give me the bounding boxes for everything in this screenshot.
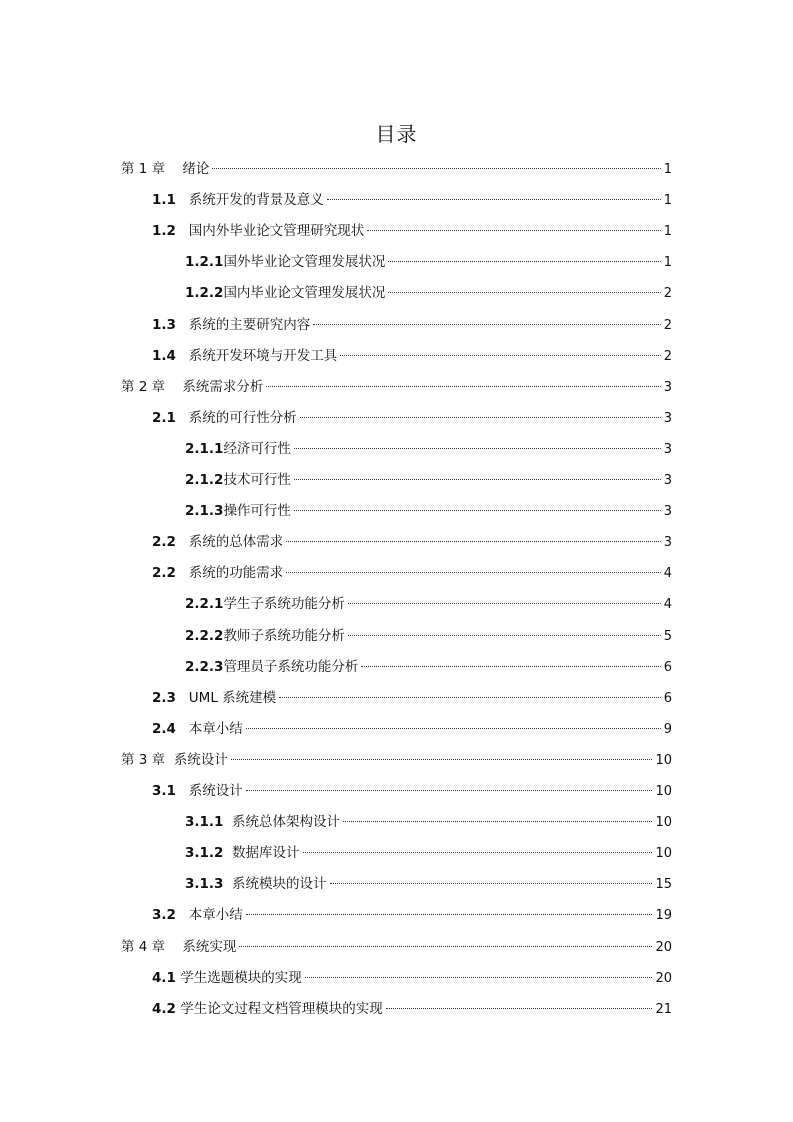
toc-entry-title: 教师子系统功能分析 bbox=[223, 627, 345, 644]
toc-entry-number: 第 2 章 bbox=[121, 378, 166, 395]
toc-entry-page: 2 bbox=[663, 348, 672, 364]
toc-entry[interactable] bbox=[152, 963, 672, 994]
toc-entry[interactable] bbox=[152, 994, 672, 1025]
toc-entry-gap bbox=[223, 869, 232, 900]
toc-entry[interactable] bbox=[185, 465, 672, 496]
toc-entry-page: 5 bbox=[663, 628, 672, 644]
toc-entry-gap bbox=[176, 900, 189, 931]
dot-leader bbox=[294, 478, 661, 480]
toc-entry-number: 2.1 bbox=[152, 409, 176, 426]
toc-entry-title: 系统实现 bbox=[182, 938, 237, 955]
toc-entry-gap bbox=[176, 310, 189, 341]
toc-entry-number: 2.3 bbox=[152, 689, 176, 706]
toc-entry-title: 数据库设计 bbox=[232, 845, 300, 862]
toc-entry[interactable] bbox=[121, 372, 672, 403]
toc-entry-page: 10 bbox=[655, 752, 672, 768]
toc-entry-title: 国内毕业论文管理发展状况 bbox=[223, 285, 386, 302]
toc-entry[interactable] bbox=[152, 185, 672, 216]
dot-leader bbox=[246, 913, 653, 915]
toc-entry[interactable] bbox=[152, 683, 672, 714]
toc-entry-gap bbox=[165, 932, 182, 963]
toc-entry-title: 系统的功能需求 bbox=[188, 565, 284, 582]
toc-entry-page: 3 bbox=[663, 379, 672, 395]
toc-entry-page: 3 bbox=[663, 504, 672, 520]
toc-entry-number: 2.2.3 bbox=[185, 658, 224, 675]
toc-entry-number: 4.2 bbox=[152, 1000, 176, 1017]
dot-leader bbox=[294, 447, 661, 449]
dot-leader bbox=[246, 727, 661, 729]
toc-entry-page: 1 bbox=[663, 193, 672, 209]
toc-entry-gap bbox=[165, 372, 182, 403]
toc-entry-page: 3 bbox=[663, 410, 672, 426]
toc-entry[interactable] bbox=[152, 558, 672, 589]
toc-entry[interactable] bbox=[185, 838, 672, 869]
dot-leader bbox=[327, 198, 661, 200]
toc-entry-title: 操作可行性 bbox=[223, 503, 291, 520]
toc-entry-number: 第 4 章 bbox=[121, 938, 166, 955]
toc-entry-title: 经济可行性 bbox=[223, 440, 291, 457]
toc-entry[interactable] bbox=[121, 154, 672, 185]
toc-entry-page: 2 bbox=[663, 286, 672, 302]
toc-entry-number: 4.1 bbox=[152, 969, 176, 986]
toc-entry-title: 学生论文过程文档管理模块的实现 bbox=[180, 1000, 383, 1017]
toc-entry-title: 系统总体架构设计 bbox=[232, 814, 341, 831]
toc-entry[interactable] bbox=[185, 278, 672, 309]
toc-entry[interactable] bbox=[152, 714, 672, 745]
toc-entry-number: 3.1 bbox=[152, 783, 176, 799]
toc-entry[interactable] bbox=[185, 434, 672, 465]
toc-entry-page: 1 bbox=[663, 255, 672, 271]
dot-leader bbox=[246, 789, 653, 791]
toc-entry-title: 管理员子系统功能分析 bbox=[223, 658, 359, 675]
toc-entry-gap bbox=[223, 838, 232, 869]
toc-entry-number: 3.2 bbox=[152, 907, 176, 924]
toc-entry-title: 学生选题模块的实现 bbox=[180, 969, 302, 986]
toc-entry[interactable] bbox=[152, 310, 672, 341]
toc-entry-gap bbox=[165, 154, 182, 185]
dot-leader bbox=[313, 323, 660, 325]
dot-leader bbox=[388, 291, 660, 293]
dot-leader bbox=[286, 571, 660, 573]
toc-entry-page: 20 bbox=[655, 970, 672, 986]
dot-leader bbox=[231, 758, 653, 760]
toc-entry-page: 4 bbox=[663, 566, 672, 582]
toc-entry-number: 2.2.1 bbox=[185, 596, 224, 613]
dot-leader bbox=[305, 976, 653, 978]
toc-entry-page: 10 bbox=[655, 815, 672, 831]
toc-entry-title: 国内外毕业论文管理研究现状 bbox=[188, 223, 365, 240]
toc-entry[interactable] bbox=[121, 745, 672, 776]
dot-leader bbox=[388, 260, 660, 262]
toc-entry-number: 第 3 章 bbox=[121, 751, 166, 768]
toc-entry-number: 2.1.2 bbox=[185, 472, 224, 488]
toc-entry-gap bbox=[176, 683, 189, 714]
toc-entry-gap bbox=[223, 807, 232, 838]
toc-entry-number: 2.2 bbox=[152, 565, 176, 582]
toc-entry-title: 本章小结 bbox=[188, 907, 243, 924]
toc-entry[interactable] bbox=[185, 496, 672, 527]
dot-leader bbox=[330, 882, 653, 884]
toc-entry[interactable] bbox=[152, 900, 672, 931]
toc-entry-title: UML 系统建模 bbox=[188, 689, 277, 706]
toc-entry-gap bbox=[176, 185, 189, 216]
toc-entry-title: 系统的总体需求 bbox=[188, 534, 284, 551]
toc-entry-title: 系统设计 bbox=[188, 783, 243, 799]
toc-entry[interactable] bbox=[185, 589, 672, 620]
toc-entry-number: 2.1.3 bbox=[185, 503, 224, 520]
toc-entry[interactable] bbox=[152, 341, 672, 372]
toc-entry-page: 9 bbox=[663, 721, 672, 737]
toc-entry-title: 系统的可行性分析 bbox=[188, 409, 297, 426]
toc-entry-gap bbox=[176, 527, 189, 558]
toc-entry-page: 3 bbox=[663, 535, 672, 551]
toc-entry-gap bbox=[165, 745, 174, 776]
toc-entry-gap bbox=[176, 216, 189, 247]
toc-entry-gap bbox=[176, 714, 189, 745]
toc-entry-page: 10 bbox=[655, 784, 672, 799]
toc-entry-page: 15 bbox=[655, 877, 672, 893]
toc-entry-number: 1.2.1 bbox=[185, 254, 224, 271]
toc-entry-number: 1.3 bbox=[152, 316, 176, 333]
dot-leader bbox=[279, 696, 661, 698]
dot-leader bbox=[239, 945, 652, 947]
dot-leader bbox=[343, 820, 652, 822]
toc-entry-number: 3.1.1 bbox=[185, 814, 224, 831]
dot-leader bbox=[348, 602, 661, 604]
toc-entry-title: 国外毕业论文管理发展状况 bbox=[223, 254, 386, 271]
toc-entry-page: 4 bbox=[663, 597, 672, 613]
toc-entry[interactable] bbox=[121, 932, 672, 963]
toc-entry-page: 2 bbox=[663, 317, 672, 333]
dot-leader bbox=[348, 634, 661, 636]
toc-entry-number: 1.2 bbox=[152, 223, 176, 240]
dot-leader bbox=[212, 167, 660, 169]
toc-entry-title: 系统模块的设计 bbox=[232, 876, 327, 893]
toc-entry-page: 21 bbox=[655, 1001, 672, 1017]
toc-entry[interactable] bbox=[185, 621, 672, 652]
toc-entry[interactable] bbox=[185, 807, 672, 838]
dot-leader bbox=[386, 1007, 653, 1009]
toc-entry-number: 3.1.3 bbox=[185, 876, 224, 893]
dot-leader bbox=[340, 354, 660, 356]
toc-entry-title: 系统设计 bbox=[173, 751, 228, 768]
toc-entry-title: 系统开发环境与开发工具 bbox=[188, 347, 338, 364]
toc-entry-number: 1.1 bbox=[152, 192, 176, 209]
toc-entry[interactable] bbox=[152, 403, 672, 434]
toc-entry[interactable] bbox=[152, 527, 672, 558]
toc-entry-number: 2.1.1 bbox=[185, 440, 224, 457]
toc-entry-title: 绪论 bbox=[182, 161, 210, 177]
toc-entry-page: 6 bbox=[663, 659, 672, 675]
toc-entry-number: 2.4 bbox=[152, 720, 176, 737]
toc-entry-number: 3.1.2 bbox=[185, 845, 224, 862]
toc-entry-number: 2.2 bbox=[152, 534, 176, 551]
toc-entry-page: 1 bbox=[663, 224, 672, 240]
page-title: 目录 bbox=[375, 122, 418, 146]
dot-leader bbox=[286, 540, 660, 542]
toc-entry-page: 19 bbox=[655, 908, 672, 924]
toc-entry-title: 系统开发的背景及意义 bbox=[188, 192, 324, 209]
toc-entry-gap bbox=[176, 558, 189, 589]
dot-leader bbox=[367, 229, 660, 231]
toc-entry[interactable] bbox=[185, 652, 672, 683]
dot-leader bbox=[266, 385, 660, 387]
toc-entry-number: 1.4 bbox=[152, 347, 176, 364]
toc-entry-page: 3 bbox=[663, 473, 672, 488]
toc-entry-number: 第 1 章 bbox=[121, 161, 166, 177]
toc-entry-gap bbox=[176, 341, 189, 372]
toc-entry-number: 2.2.2 bbox=[185, 627, 224, 644]
toc-entry-title: 本章小结 bbox=[188, 720, 243, 737]
toc-entry[interactable] bbox=[185, 247, 672, 278]
dot-leader bbox=[300, 416, 661, 418]
toc-entry-page: 20 bbox=[655, 939, 672, 955]
toc-entry-page: 6 bbox=[663, 690, 672, 706]
toc-entry-page: 3 bbox=[663, 441, 672, 457]
toc-entry-title: 系统需求分析 bbox=[182, 378, 264, 395]
toc-entry-title: 系统的主要研究内容 bbox=[188, 316, 311, 333]
toc-entry[interactable] bbox=[185, 869, 672, 900]
toc-entry-gap bbox=[176, 403, 189, 434]
dot-leader bbox=[361, 665, 660, 667]
toc-entry-number: 1.2.2 bbox=[185, 285, 224, 302]
toc-entry-page: 1 bbox=[663, 162, 672, 177]
toc-entry-gap bbox=[176, 776, 189, 807]
dot-leader bbox=[294, 509, 661, 511]
toc-entry-page: 10 bbox=[655, 846, 672, 862]
toc-entry[interactable] bbox=[152, 776, 672, 807]
toc-entry[interactable] bbox=[152, 216, 672, 247]
toc-entry-title: 技术可行性 bbox=[223, 472, 291, 488]
toc-entry-title: 学生子系统功能分析 bbox=[223, 596, 345, 613]
dot-leader bbox=[303, 851, 653, 853]
